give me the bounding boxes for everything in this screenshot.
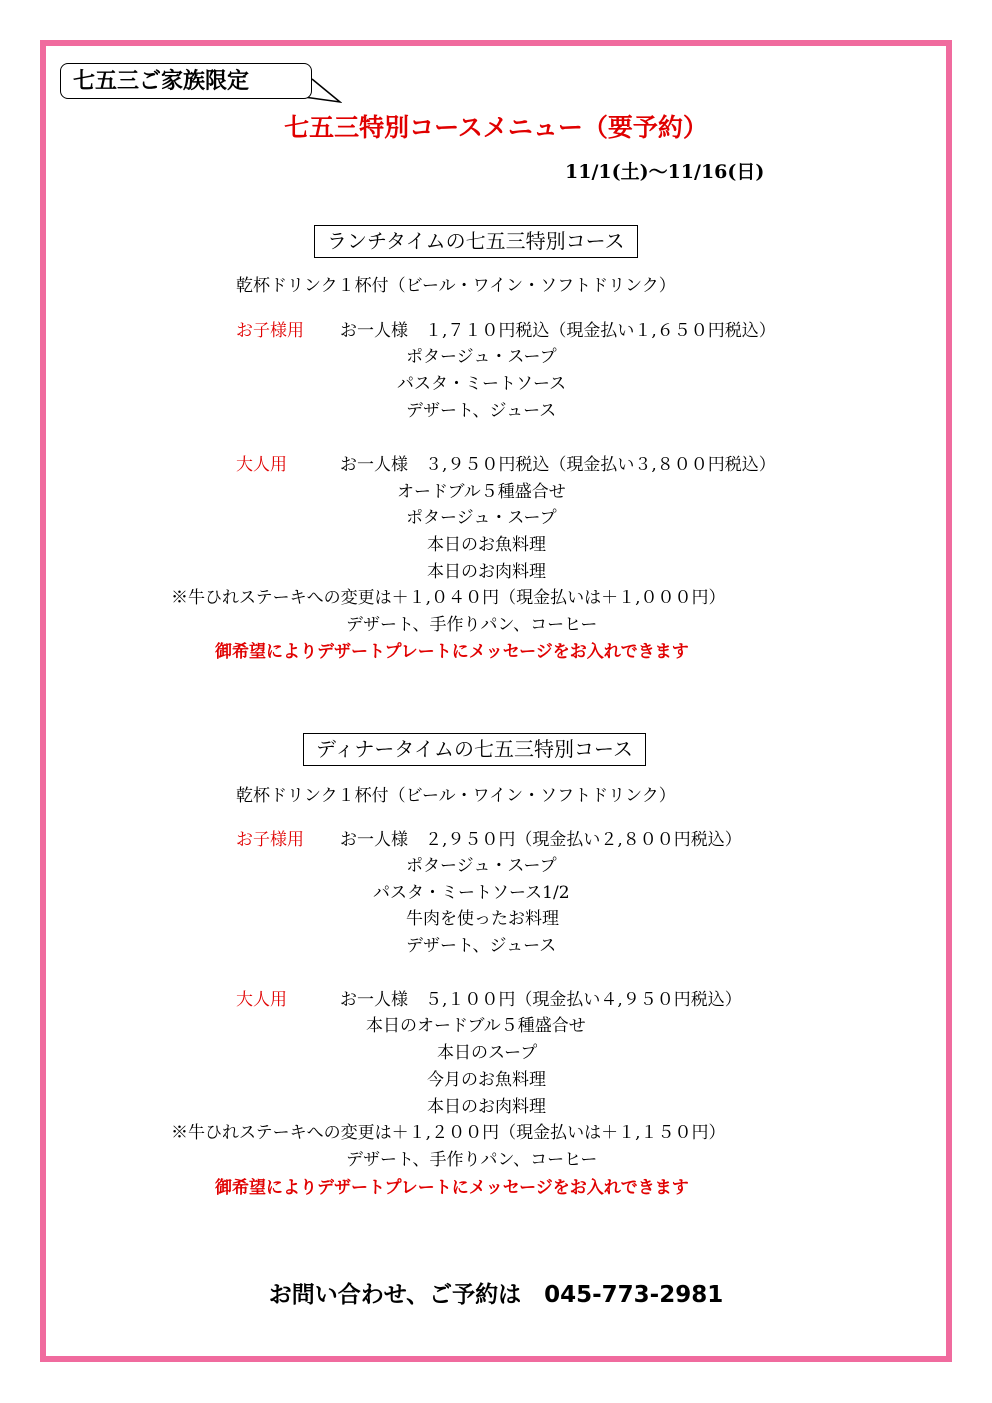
dinner-kids-item: 牛肉を使ったお料理	[406, 909, 559, 929]
dinner-adults-item: 今月のお魚料理	[427, 1070, 546, 1090]
family-limited-badge: 七五三ご家族限定	[60, 63, 312, 99]
lunch-kids-item: デザート、ジュース	[406, 401, 557, 421]
lunch-toast-drink: 乾杯ドリンク１杯付（ビール・ワイン・ソフトドリンク）	[236, 276, 676, 296]
lunch-steak-note: ※牛ひれステーキへの変更は＋１,０４０円（現金払いは＋１,０００円）	[171, 588, 726, 608]
lunch-kids-item: ポタージュ・スープ	[406, 347, 557, 367]
lunch-adults-item: ポタージュ・スープ	[406, 508, 557, 528]
lunch-kids-price: お一人様 １,７１０円税込（現金払い１,６５０円税込）	[340, 321, 776, 341]
lunch-adults-item: 本日のお魚料理	[427, 535, 546, 555]
dinner-kids-item: デザート、ジュース	[406, 936, 557, 956]
contact-phone: お問い合わせ、ご予約は 045-773-2981	[268, 1282, 724, 1308]
page-title: 七五三特別コースメニュー（要予約）	[284, 113, 708, 142]
dinner-kids-item: ポタージュ・スープ	[406, 856, 557, 876]
dinner-adults-label: 大人用	[236, 990, 287, 1010]
lunch-message-note: 御希望によりデザートプレートにメッセージをお入れできます	[215, 642, 689, 662]
dinner-message-note: 御希望によりデザートプレートにメッセージをお入れできます	[215, 1178, 689, 1198]
dinner-steak-note: ※牛ひれステーキへの変更は＋１,２００円（現金払いは＋１,１５０円）	[171, 1123, 726, 1143]
dinner-kids-price: お一人様 ２,９５０円（現金払い２,８００円税込）	[340, 830, 742, 850]
dinner-kids-label: お子様用	[236, 830, 304, 850]
lunch-adults-price: お一人様 ３,９５０円税込（現金払い３,８００円税込）	[340, 455, 776, 475]
dinner-kids-item: パスタ・ミートソース1/2	[373, 883, 570, 903]
dinner-adults-item: 本日のスープ	[437, 1043, 538, 1063]
dinner-adults-item: デザート、手作りパン、コーヒー	[346, 1150, 598, 1170]
lunch-adults-item: デザート、手作りパン、コーヒー	[346, 615, 598, 635]
lunch-adults-label: 大人用	[236, 455, 287, 475]
dinner-adults-item: 本日のオードブル５種盛合せ	[366, 1016, 586, 1036]
period-dates: 11/1(土)～11/16(日)	[565, 161, 765, 183]
dinner-adults-item: 本日のお肉料理	[427, 1097, 546, 1117]
dinner-toast-drink: 乾杯ドリンク１杯付（ビール・ワイン・ソフトドリンク）	[236, 786, 676, 806]
dinner-adults-price: お一人様 ５,１００円（現金払い４,９５０円税込）	[340, 990, 742, 1010]
lunch-kids-item: パスタ・ミートソース	[397, 374, 567, 394]
lunch-kids-label: お子様用	[236, 321, 304, 341]
lunch-adults-item: 本日のお肉料理	[427, 562, 546, 582]
lunch-heading: ランチタイムの七五三特別コース	[314, 225, 638, 258]
dinner-heading: ディナータイムの七五三特別コース	[303, 733, 646, 766]
lunch-adults-item: オードブル５種盛合せ	[397, 482, 566, 502]
